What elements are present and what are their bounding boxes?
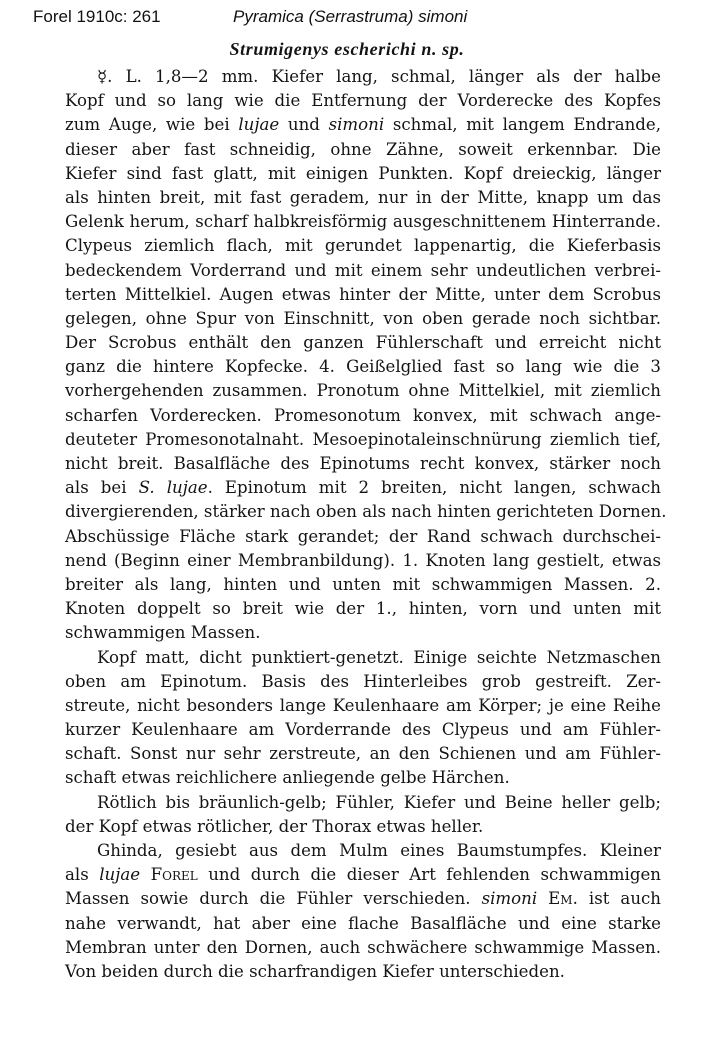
- text-line: divergierenden, stärker nach oben als nach hinten gerichteten Dornen.: [65, 502, 667, 522]
- description-body: [33, 65, 667, 984]
- text-line: Rötlich bis bräunlich-gelb; Fühler, Kiefer und Beine heller gelb;: [97, 792, 661, 812]
- text-line: deuteter Promesonotalnaht. Mesoepinotaleinschnürung ziemlich tief,: [65, 429, 661, 449]
- text-line: Massen sowie durch die Fühler verschieden. simoni Em. ist auch: [65, 889, 661, 909]
- page-header: [33, 7, 693, 33]
- taxon-name: Pyramica (Serrastruma) simoni: [233, 7, 468, 26]
- text-line: als lujae Forel und durch die dieser Art fehlenden schwammigen: [65, 865, 661, 885]
- text-line: oben am Epinotum. Basis des Hinterleibes grob gestreift. Zer-: [65, 671, 661, 691]
- text-line: schaft. Sonst nur sehr zerstreute, an den Schienen und am Fühler-: [65, 744, 661, 764]
- text-line: streute, nicht besonders lange Keulenhaare am Körper; je eine Reihe: [65, 695, 661, 715]
- paragraph: [33, 791, 661, 839]
- text-line: Abschüssige Fläche stark gerandet; der Rand schwach durchschei-: [65, 526, 661, 546]
- document-page: [33, 35, 667, 984]
- text-line: bedeckendem Vorderrand und mit einem sehr undeutlichen verbrei-: [65, 260, 661, 280]
- paragraph: [33, 839, 661, 984]
- text-line: ☿. L. 1,8—2 mm. Kiefer lang, schmal, länger als der halbe: [97, 67, 661, 86]
- text-line: Gelenk herum, scharf halbkreisförmig ausgeschnittenem Hinterrande.: [65, 212, 661, 232]
- text-line: nahe verwandt, hat aber eine flache Basalfläche und eine starke: [65, 913, 661, 933]
- text-line: Von beiden durch die scharfrandigen Kiefer unterschieden.: [65, 961, 565, 981]
- text-line: zum Auge, wie bei lujae und simoni schmal, mit langem Endrande,: [65, 115, 662, 135]
- text-line: vorhergehenden zusammen. Pronotum ohne Mittelkiel, mit ziemlich: [65, 381, 661, 401]
- text-line: Kopf und so lang wie die Entfernung der Vorderecke des Kopfes: [65, 91, 661, 111]
- text-line: als bei S. lujae. Epinotum mit 2 breiten, nicht langen, schwach: [65, 478, 661, 498]
- text-line: dieser aber fast schneidig, ohne Zähne, soweit erkennbar. Die: [65, 139, 661, 159]
- text-line: ganz die hintere Kopfecke. 4. Geißelglied fast so lang wie die 3: [65, 357, 661, 377]
- text-line: breiter als lang, hinten und unten mit schwammigen Massen. 2.: [65, 574, 661, 594]
- text-line: Ghinda, gesiebt aus dem Mulm eines Baumstumpfes. Kleiner: [97, 841, 661, 860]
- text-line: nend (Beginn einer Membranbildung). 1. Knoten lang gestielt, etwas: [65, 550, 661, 570]
- paragraph: [33, 65, 667, 646]
- text-line: Membran unter den Dornen, auch schwächere schwammige Massen.: [65, 937, 661, 957]
- text-line: Clypeus ziemlich flach, mit gerundet lappenartig, die Kieferbasis: [65, 236, 661, 256]
- text-line: Kiefer sind fast glatt, mit einigen Punkten. Kopf dreieckig, länger: [65, 163, 661, 183]
- text-line: schwammigen Massen.: [65, 623, 261, 643]
- text-line: Kopf matt, dicht punktiert-genetzt. Einige seichte Netzmaschen: [97, 647, 661, 667]
- text-line: Der Scrobus enthält den ganzen Fühlerschaft und erreicht nicht: [65, 333, 661, 353]
- citation-reference: Forel 1910c: 261: [33, 7, 161, 26]
- text-line: schaft etwas reichlichere anliegende gelbe Härchen.: [65, 768, 510, 788]
- text-line: terten Mittelkiel. Augen etwas hinter der Mitte, unter dem Scrobus: [65, 284, 661, 304]
- text-line: der Kopf etwas rötlicher, der Thorax etwas heller.: [65, 816, 484, 836]
- text-line: gelegen, ohne Spur von Einschnitt, von oben gerade noch sichtbar.: [65, 308, 661, 328]
- text-line: als hinten breit, mit fast geradem, nur in der Mitte, knapp um das: [65, 187, 661, 207]
- text-line: scharfen Vorderecken. Promesonotum konvex, mit schwach ange-: [65, 405, 661, 425]
- text-line: nicht breit. Basalfläche des Epinotums recht konvex, stärker noch: [65, 454, 661, 473]
- text-line: kurzer Keulenhaare am Vorderrande des Clypeus und am Fühler-: [65, 720, 661, 740]
- paragraph: [33, 646, 661, 791]
- species-title: Strumigenys escherichi n. sp.: [229, 39, 465, 59]
- text-line: Knoten doppelt so breit wie der 1., hinten, vorn und unten mit: [65, 599, 661, 619]
